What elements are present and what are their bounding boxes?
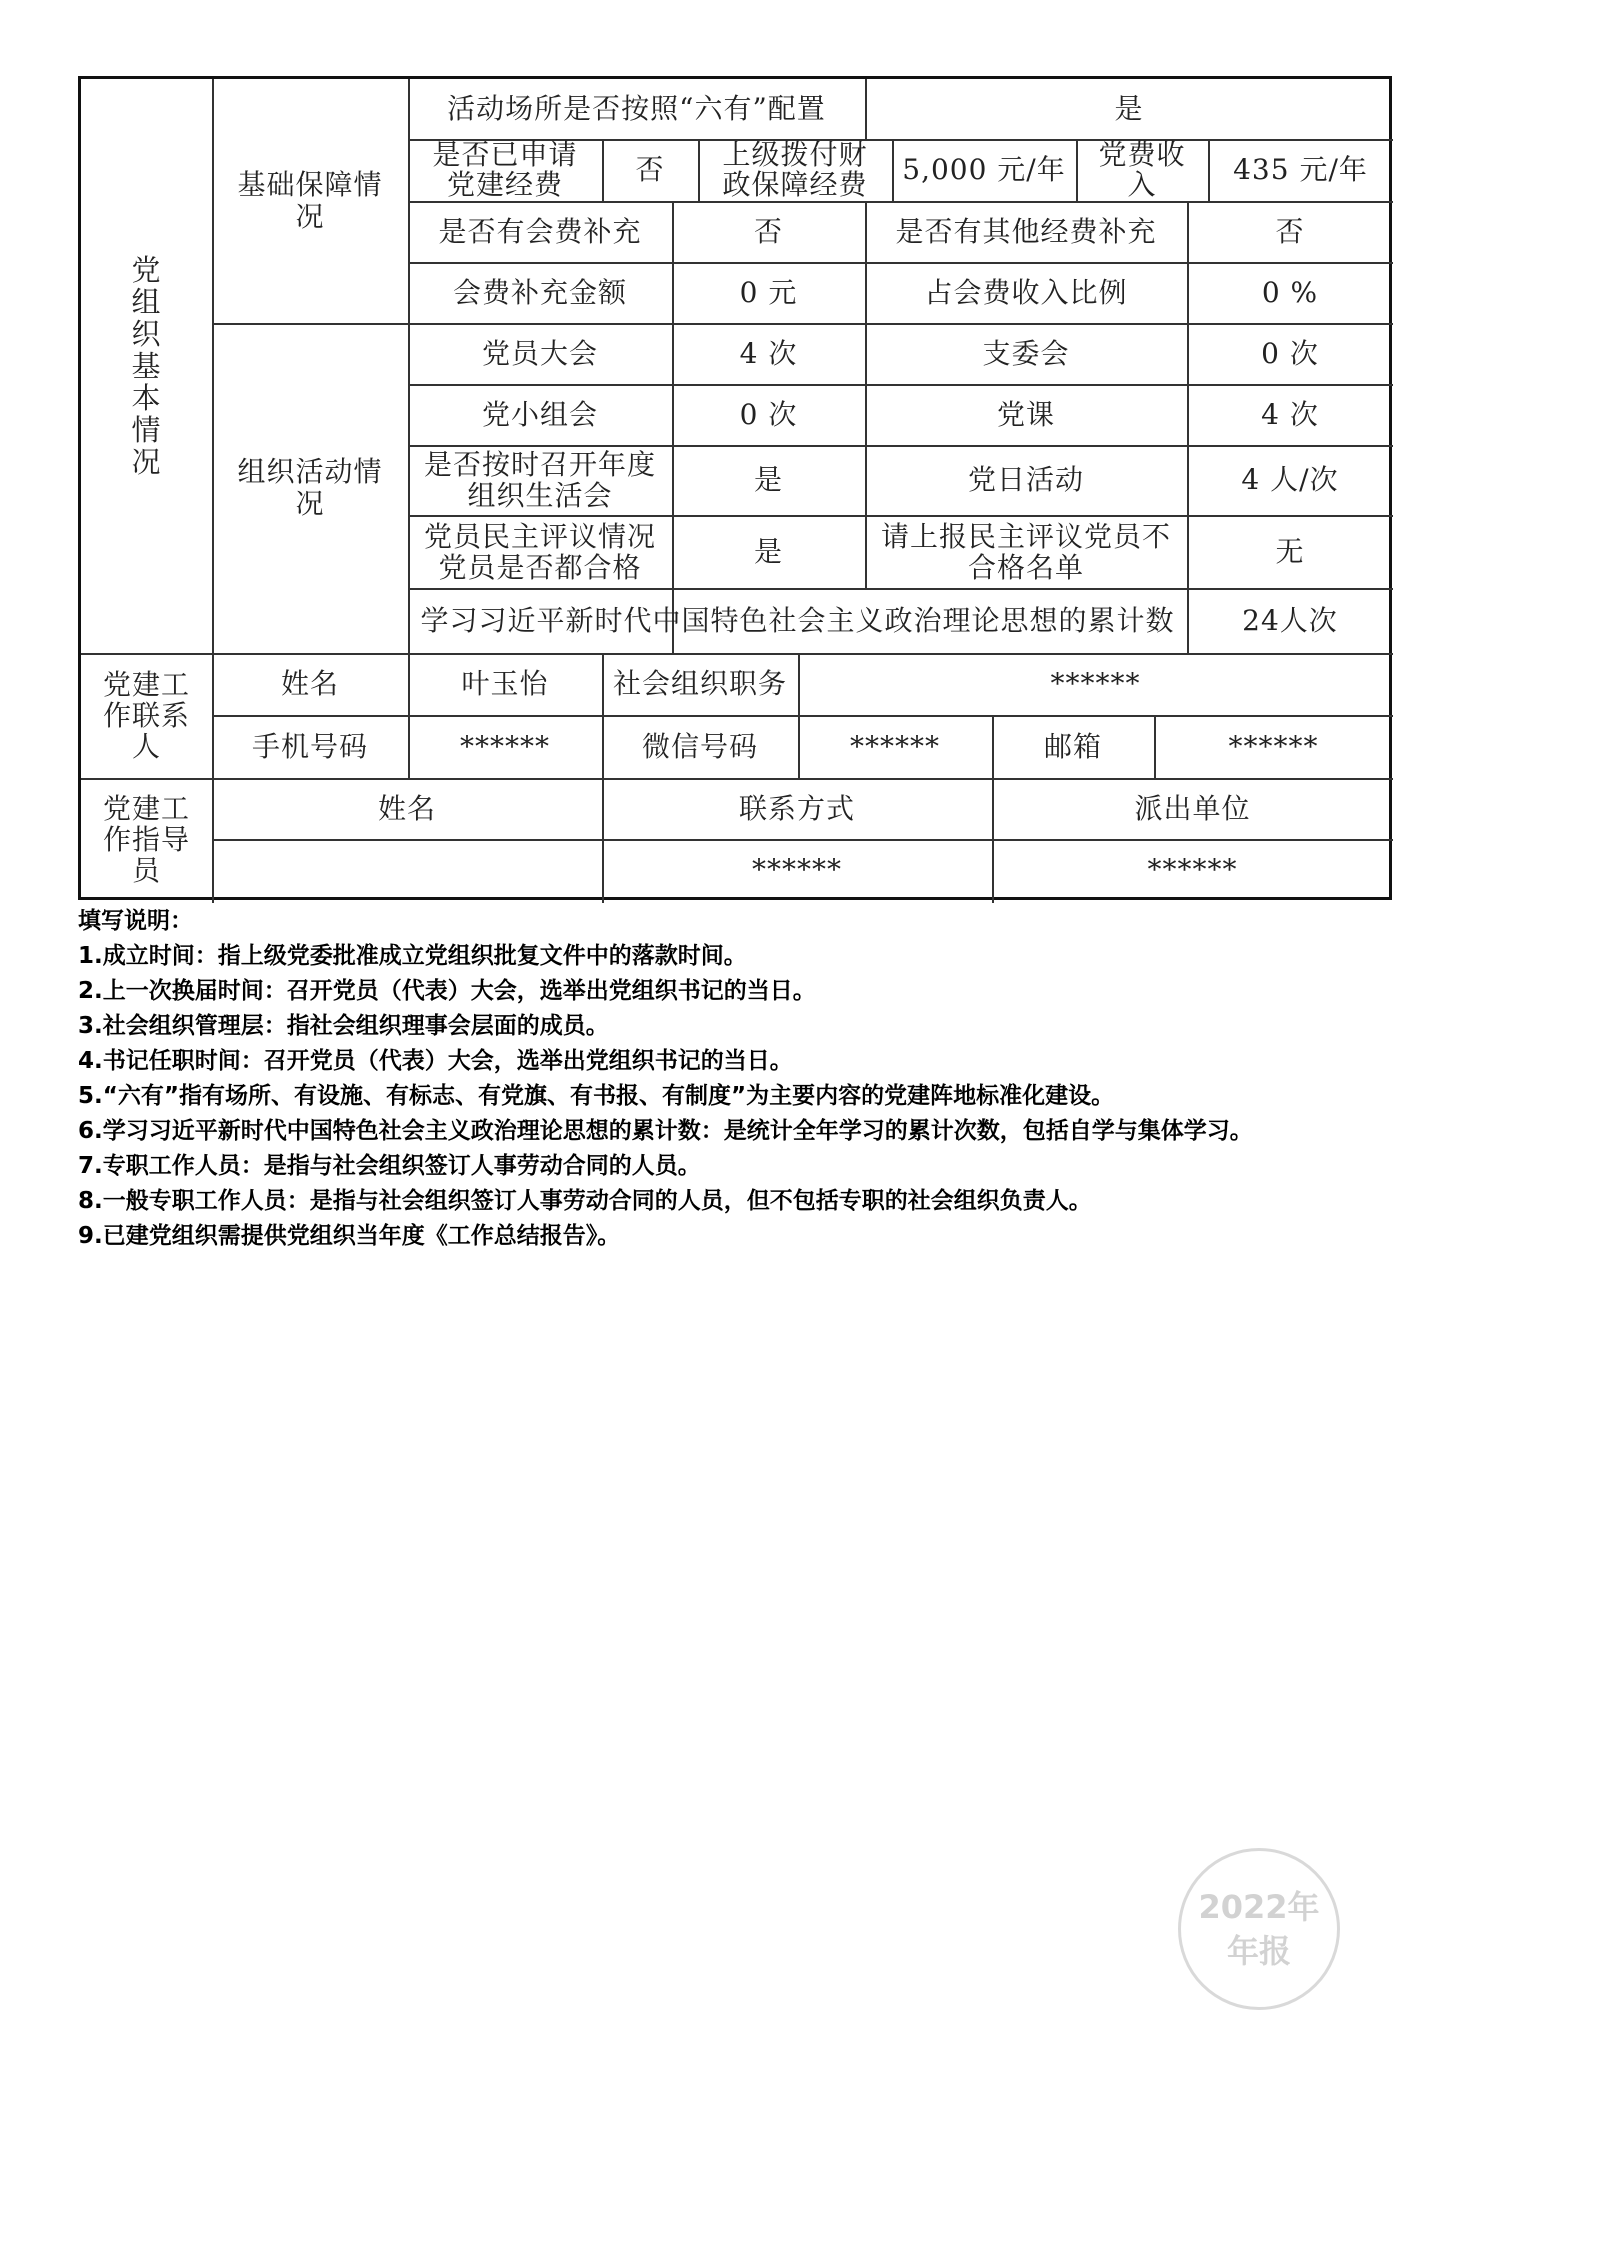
contact-email-label: 邮箱 xyxy=(1043,729,1102,763)
instruction-item: 7.专职工作人员：是指与社会组织签订人事劳动合同的人员。 xyxy=(78,1153,701,1179)
unqualified-list-answer: 无 xyxy=(1275,534,1305,568)
org-activities-label: 组织活动情况 xyxy=(237,455,383,520)
annual-report-stamp xyxy=(1178,1848,1340,2010)
instructor-label: 党建工作指导员 xyxy=(102,792,190,887)
instruction-item: 5.“六有”指有场所、有设施、有标志、有党旗、有书报、有制度”为主要内容的党建阵地标准化建设。 xyxy=(78,1083,1115,1109)
instructor-unit: ****** xyxy=(1147,853,1238,886)
party-day-question: 党日活动 xyxy=(967,463,1084,496)
superior-funds-answer: 5,000 元/年 xyxy=(902,153,1066,186)
congress-question: 党员大会 xyxy=(481,336,598,370)
congress-answer: 4 次 xyxy=(739,336,798,370)
fee-ratio-question: 占会费收入比例 xyxy=(924,275,1128,309)
study-count-answer: 24人次 xyxy=(1242,603,1338,637)
fee-subsidy-question: 是否有会费补充 xyxy=(438,214,642,248)
instruction-item: 8.一般专职工作人员：是指与社会组织签订人事劳动合同的人员，但不包括专职的社会组织负责人。 xyxy=(78,1188,1092,1214)
fee-ratio-answer: 0 % xyxy=(1261,275,1319,309)
other-subsidy-question: 是否有其他经费补充 xyxy=(895,214,1157,248)
party-day-answer: 4 人/次 xyxy=(1241,463,1339,496)
other-subsidy-answer: 否 xyxy=(1275,214,1305,248)
instructor-unit-label: 派出单位 xyxy=(1134,791,1251,825)
dues-income-answer: 435 元/年 xyxy=(1233,153,1368,186)
superior-funds-question: 上级拨付财政保障经费 xyxy=(722,138,868,201)
group-meeting-answer: 0 次 xyxy=(739,397,798,431)
stamp-label: 年报 xyxy=(1226,1932,1291,1970)
contact-name-label: 姓名 xyxy=(280,667,339,700)
group-meeting-question: 党小组会 xyxy=(481,397,598,431)
instructions-title: 填写说明： xyxy=(78,908,193,934)
contact-role-label: 社会组织职务 xyxy=(612,667,787,700)
committee-question: 支委会 xyxy=(982,336,1070,370)
filling-instructions xyxy=(78,904,1378,1254)
contact-role: ****** xyxy=(1050,667,1141,700)
instructor-name-label: 姓名 xyxy=(377,791,436,825)
party-organization-form-table xyxy=(78,76,1392,900)
stamp-year: 2022年 xyxy=(1198,1888,1320,1926)
contact-person-label: 党建工作联系人 xyxy=(102,668,190,763)
fee-subsidy-answer: 否 xyxy=(753,214,783,248)
annual-meeting-question: 是否按时召开年度组织生活会 xyxy=(423,448,656,512)
contact-phone: ****** xyxy=(460,729,550,763)
applied-funds-answer: 否 xyxy=(635,153,665,186)
applied-funds-question: 是否已申请党建经费 xyxy=(432,138,578,201)
contact-wechat: ****** xyxy=(850,729,940,763)
dues-income-question: 党费收入 xyxy=(1098,138,1186,201)
instruction-item: 3.社会组织管理层：指社会组织理事会层面的成员。 xyxy=(78,1013,609,1039)
contact-email: ****** xyxy=(1228,729,1319,763)
evaluation-question: 党员民主评议情况党员是否都合格 xyxy=(423,519,656,584)
instruction-item: 4.书记任职时间：召开党员（代表）大会，选举出党组织书记的当日。 xyxy=(78,1048,793,1074)
instructor-contact-label: 联系方式 xyxy=(738,791,855,825)
committee-answer: 0 次 xyxy=(1261,336,1319,370)
instruction-item: 1.成立时间：指上级党委批准成立党组织批复文件中的落款时间。 xyxy=(78,943,747,969)
instruction-item: 6.学习习近平新时代中国特色社会主义政治理论思想的累计数：是统计全年学习的累计次数，包括自学与集体学习。 xyxy=(78,1118,1253,1144)
contact-phone-label: 手机号码 xyxy=(251,729,368,763)
instructor-contact: ****** xyxy=(752,853,842,886)
evaluation-answer: 是 xyxy=(753,534,783,568)
study-count-question: 学习习近平新时代中国特色社会主义政治理论思想的累计数 xyxy=(420,603,1175,637)
venue-answer: 是 xyxy=(1114,92,1144,125)
fee-amount-question: 会费补充金额 xyxy=(452,275,627,309)
contact-name: 叶玉怡 xyxy=(461,667,549,700)
venue-question: 活动场所是否按照“六有”配置 xyxy=(447,92,826,125)
party-lecture-answer: 4 次 xyxy=(1261,397,1319,431)
instructor-name xyxy=(212,839,602,901)
contact-wechat-label: 微信号码 xyxy=(641,729,758,763)
annual-meeting-answer: 是 xyxy=(753,463,783,496)
instruction-item: 2.上一次换届时间：召开党员（代表）大会，选举出党组织书记的当日。 xyxy=(78,978,816,1004)
fee-amount-answer: 0 元 xyxy=(739,275,798,309)
party-lecture-question: 党课 xyxy=(996,397,1055,431)
instruction-item: 9.已建党组织需提供党组织当年度《工作总结报告》。 xyxy=(78,1223,621,1249)
unqualified-list-question: 请上报民主评议党员不合格名单 xyxy=(880,519,1171,584)
section-label: 党 组 织 基 本 情 况 xyxy=(131,253,162,479)
basic-guarantee-label: 基础保障情况 xyxy=(237,168,383,233)
